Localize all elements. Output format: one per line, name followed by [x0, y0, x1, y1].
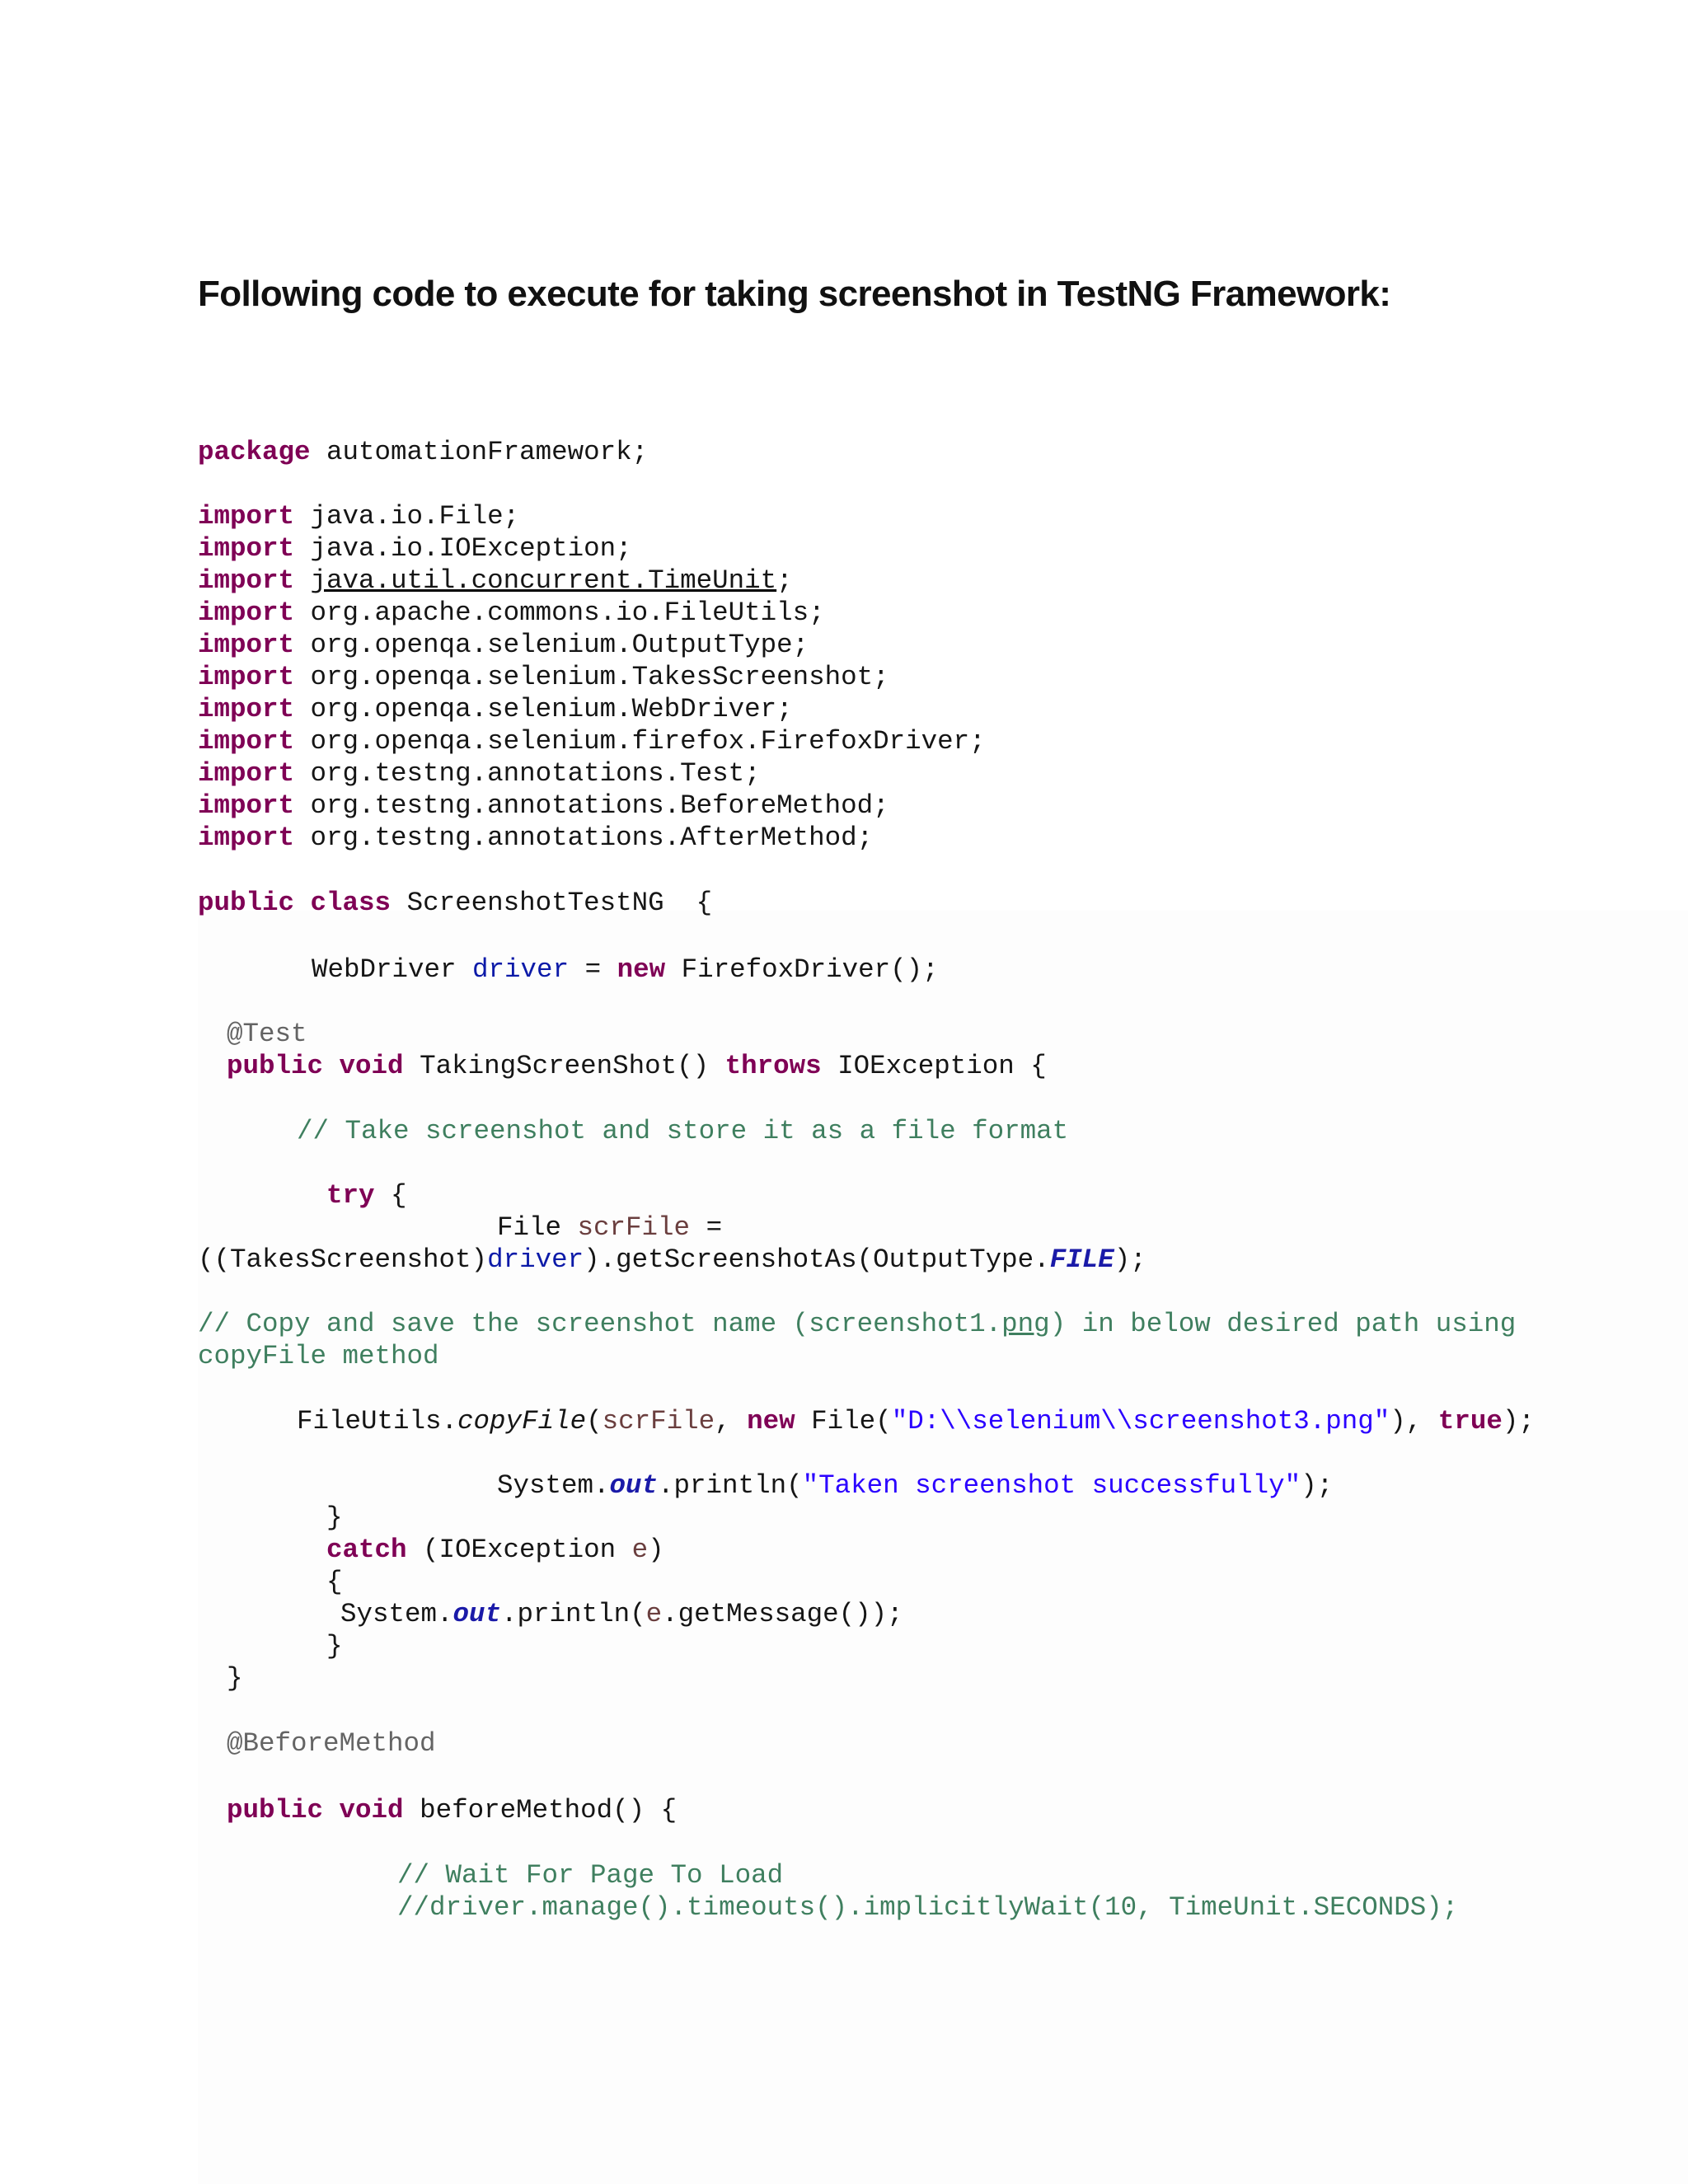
- code-line-file-decl: File scrFile =: [497, 1212, 723, 1243]
- code-line-import: [198, 629, 809, 662]
- code-line-package: [198, 436, 648, 469]
- code-line-import: [198, 661, 889, 694]
- class-name: ScreenshotTestNG {: [391, 888, 713, 918]
- code-line-method1-sig: public void TakingScreenShot() throws IOException {: [227, 1051, 1047, 1081]
- variable-scrfile: scrFile: [577, 1212, 691, 1243]
- keyword-import: import: [198, 533, 295, 564]
- code-line-comment: //driver.manage().timeouts().implicitlyWait(10, TimeUnit.SECONDS);: [397, 1892, 1459, 1923]
- code-line-import: [198, 597, 825, 630]
- code-line-screenshot-call: ((TakesScreenshot)driver).getScreenshotAs(OutputType.FILE);: [198, 1244, 1146, 1275]
- code-line-brace: }: [326, 1502, 343, 1533]
- keyword-try: try: [326, 1180, 375, 1211]
- code-line-try: try {: [326, 1180, 407, 1211]
- import-path: org.testng.annotations.Test;: [294, 758, 761, 789]
- field-out: out: [609, 1470, 659, 1501]
- keyword-import: import: [198, 565, 295, 596]
- code-line-println: System.out.println("Taken screenshot successfully");: [497, 1470, 1334, 1501]
- keyword-class: class: [294, 888, 392, 918]
- keyword-catch: catch: [326, 1535, 407, 1565]
- code-line-comment: [297, 1115, 1068, 1148]
- code-line-brace: {: [326, 1567, 343, 1597]
- code-line-brace: }: [326, 1631, 343, 1661]
- import-path-unused: java.util.concurrent.TimeUnit: [310, 565, 777, 596]
- code-line-import: [198, 757, 761, 790]
- string-path: "D:\\selenium\\screenshot3.png": [891, 1406, 1390, 1436]
- page-heading: Following code to execute for taking screenshot in TestNG Framework:: [198, 274, 1391, 314]
- keyword-import: import: [198, 662, 295, 692]
- code-line-copyfile: FileUtils.copyFile(scrFile, new File("D:\\selenium\\screenshot3.png"), true);: [297, 1406, 1535, 1436]
- keyword-new: new: [617, 954, 666, 985]
- code-line-import: [198, 693, 793, 726]
- import-path: java.io.IOException;: [294, 533, 632, 564]
- keyword-import: import: [198, 598, 295, 628]
- keyword-import: import: [198, 726, 295, 757]
- keyword-package: package: [198, 437, 311, 467]
- import-path: org.openqa.selenium.OutputType;: [294, 630, 809, 660]
- code-line-import: [198, 532, 632, 565]
- import-path: org.apache.commons.io.FileUtils;: [294, 598, 825, 628]
- code-line-comment: copyFile method: [198, 1341, 439, 1371]
- code-line-comment: // Copy and save the screenshot name (screenshot1.png) in below desired path using: [198, 1309, 1517, 1339]
- constant-file: FILE: [1049, 1244, 1114, 1275]
- keyword-import: import: [198, 790, 295, 821]
- import-path: org.testng.annotations.AfterMethod;: [294, 823, 874, 853]
- method-name: TakingScreenShot(): [403, 1051, 725, 1081]
- keyword-import: import: [198, 694, 295, 724]
- code-line-catch: catch (IOException e): [326, 1535, 664, 1565]
- import-path: org.openqa.selenium.WebDriver;: [294, 694, 793, 724]
- code-line-import: [198, 500, 519, 533]
- field-driver: driver: [472, 954, 570, 985]
- code-line-method2-sig: public void beforeMethod() {: [227, 1795, 678, 1825]
- code-line-import: [198, 725, 986, 758]
- code-line-comment: // Wait For Page To Load: [397, 1860, 784, 1891]
- code-line-println-error: System.out.println(e.getMessage());: [340, 1599, 903, 1629]
- keyword-import: import: [198, 823, 295, 853]
- keyword-import: import: [198, 758, 295, 789]
- annotation-test: @Test: [227, 1019, 307, 1049]
- keyword-throws: throws: [724, 1051, 822, 1081]
- comment: // Take screenshot and store it as a file format: [297, 1116, 1069, 1146]
- string-success: "Taken screenshot successfully": [802, 1470, 1301, 1501]
- code-line-import: import java.util.concurrent.TimeUnit;: [198, 565, 793, 596]
- annotation-beforemethod: @BeforeMethod: [227, 1728, 436, 1759]
- import-path: org.openqa.selenium.TakesScreenshot;: [294, 662, 889, 692]
- method-name: beforeMethod() {: [403, 1795, 678, 1825]
- keyword-public: public: [198, 888, 295, 918]
- import-path: org.testng.annotations.BeforeMethod;: [294, 790, 889, 821]
- import-path: org.openqa.selenium.firefox.FirefoxDriver;: [294, 726, 986, 757]
- package-name: automationFramework;: [310, 437, 649, 467]
- code-line-import: [198, 822, 873, 855]
- keyword-import: import: [198, 501, 295, 532]
- code-line-import: [198, 790, 889, 823]
- method-copyfile: copyFile: [457, 1406, 587, 1436]
- variable-e: e: [631, 1535, 649, 1565]
- import-path: java.io.File;: [294, 501, 520, 532]
- code-line-annotation-before: [227, 1727, 436, 1760]
- code-line-driver-field: WebDriver driver = new FirefoxDriver();: [312, 954, 939, 985]
- code-line-brace: }: [227, 1663, 243, 1694]
- code-line-annotation-test: [227, 1018, 307, 1051]
- code-line-class-decl: [198, 887, 712, 920]
- keyword-import: import: [198, 630, 295, 660]
- keyword-true: true: [1437, 1406, 1503, 1436]
